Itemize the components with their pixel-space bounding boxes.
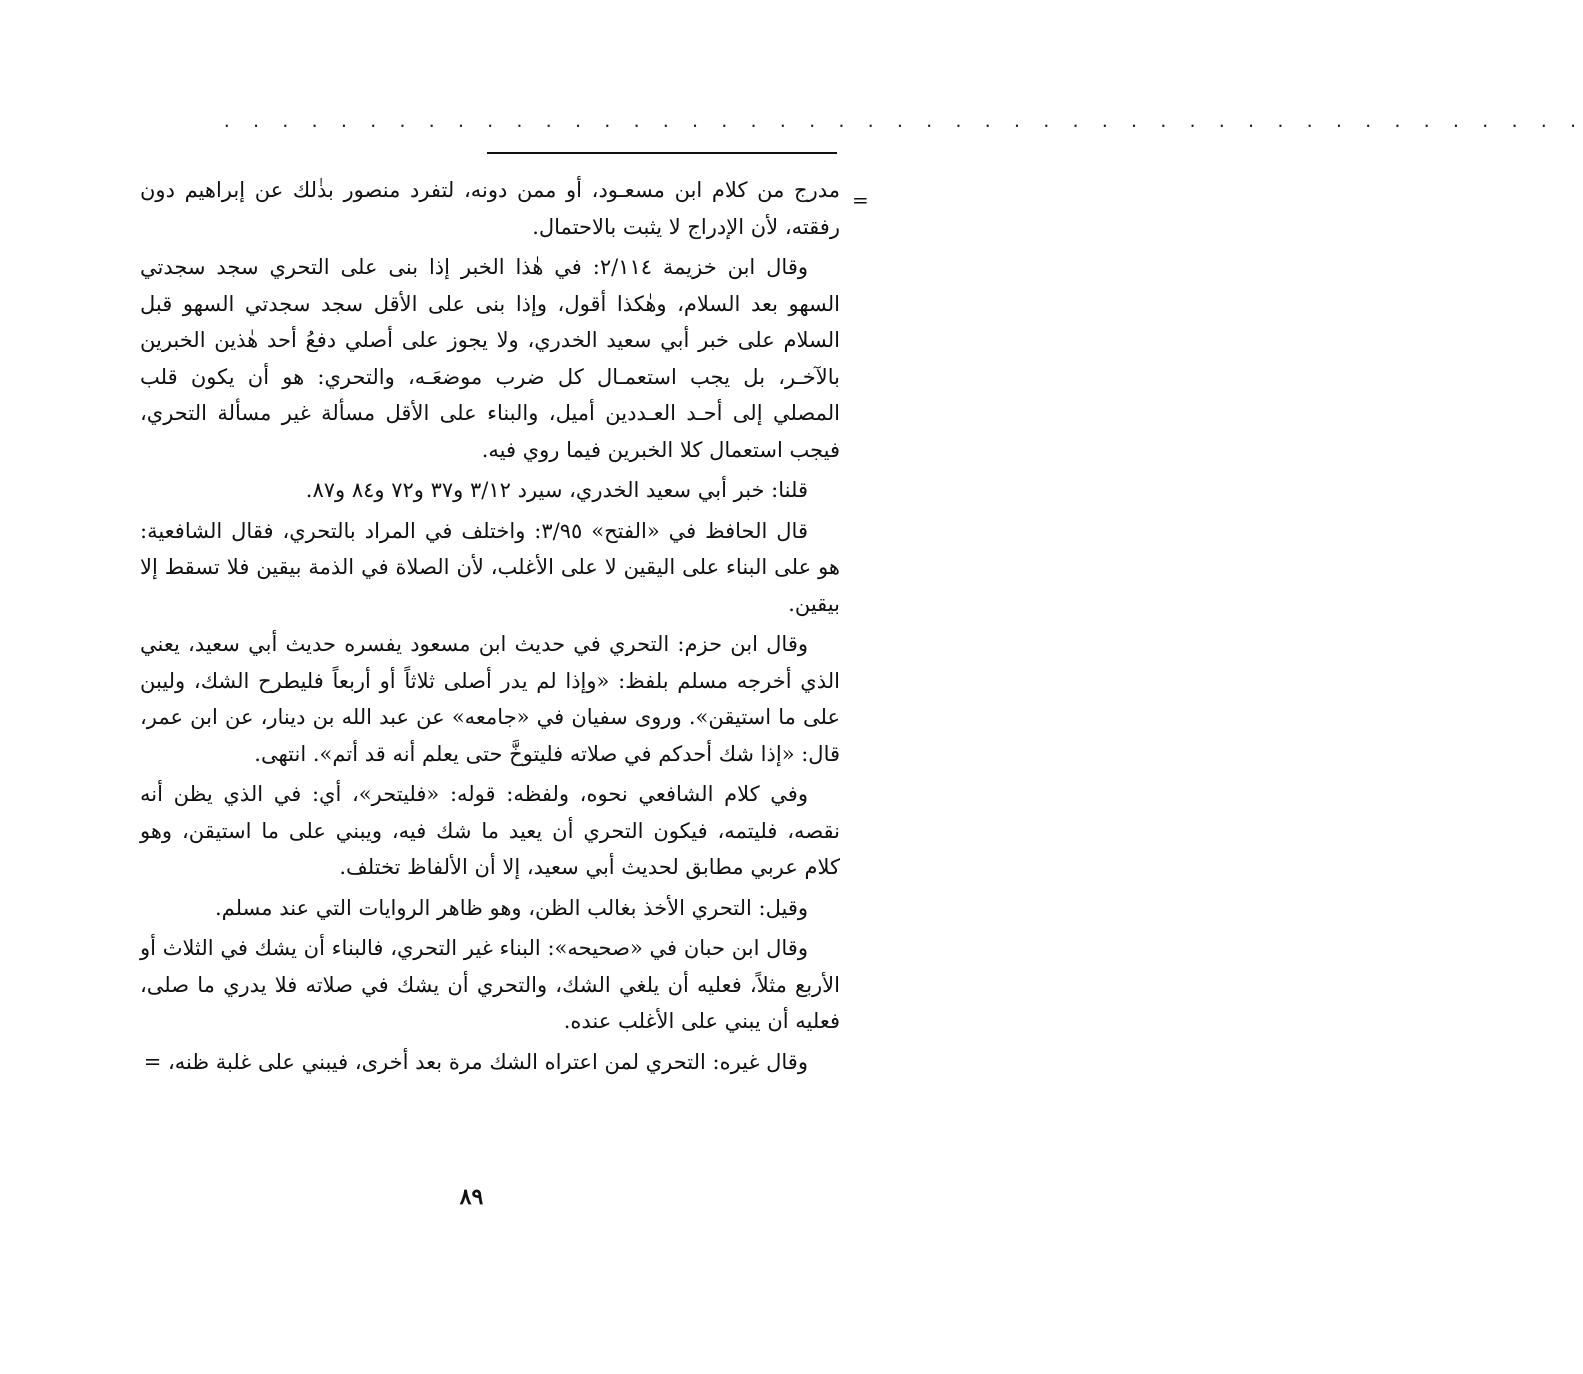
footnote-separator-line [487,152,837,154]
footnote-paragraph: وقال غيره: التحري لمن اعتراه الشك مرة بعد أخرى، فيبني على غلبة ظنه، = [143,1049,808,1074]
footnote-paragraph: وقال ابن حزم: التحري في حديث ابن مسعود يفسره حديث أبي سعيد، يعني الذي أخرجه مسلم بلفظ: «وإذا لم يدر أصلى ثلاثاً أو أربعاً فليطرح الشك، وليبن على ما استيقن». وروى سفيان في «جامعه» عن عبد الله بن دينار، عن ابن عمر، قال: «إذا شك أحدكم في صلاته فليتوخَّ حتى يعلم أنه قد أتم». انتهى. [140,632,840,766]
footnote-paragraph: وقال ابن خزيمة ٢/١١٤: في هٰذا الخبر إذا بنى على التحري سجد سجدتي السهو بعد السلام، وهٰكذا أقول، وإذا بنى على الأقل سجد سجدتي السهو قبل السلام على خبر أبي سعيد الخدري، ولا يجوز على أصلي دفعُ أحد هٰذين الخبرين بالآخـر، بل يجب استعمـال كل ضرب موضعَـه، والتحري: هو أن يكون قلب المصلي إلى أحـد العـددين أميل، والبناء على الأقل مسألة غير مسألة التحري، فيجب استعمال كلا الخبرين فيما روي فيه. [140,255,840,462]
page-number: ٨٩ [459,1184,484,1210]
footnote-paragraph: قال الحافظ في «الفتح» ٣/٩٥: واختلف في المراد بالتحري، فقال الشافعية: هو على البناء على اليقين لا على الأغلب، لأن الصلاة في الذمة بيقين فلا تسقط إلا بيقين. [140,518,840,616]
footnote-text [140,172,840,1084]
footnote-paragraph: قلنا: خبر أبي سعيد الخدري، سيرد ٣/١٢ و٣٧ و٧٢ و٨٤ و٨٧. [305,478,808,502]
footnote-paragraph: وفي كلام الشافعي نحوه، ولفظه: قوله: «فليتحر»، أي: في الذي يظن أنه نقصه، فليتمه، فيكون التحري أن يعيد ما شك فيه، ويبني على ما استيقن، وهو كلام عربي مطابق لحديث أبي سعيد، إلا أن الألفاظ تختلف. [140,782,840,879]
footnote-paragraph: مدرج من كلام ابن مسعـود، أو ممن دونه، لتفرد منصور بذٰلك عن إبراهيم دون رفقته، لأن الإدراج لا يثبت بالاحتمال. [140,178,840,239]
footnote-paragraph: وقيل: التحري الأخذ بغالب الظن، وهو ظاهر الروايات التي عند مسلم. [214,895,808,920]
dotted-separator: . . . . . . . . . . . . . . . . . . . . . . . . . . . . . . . . . . . . . . . . . . . . . . . [222,112,1583,131]
footnote-paragraph: وقال ابن حبان في «صحيحه»: البناء غير التحري، فالبناء أن يشك في الثلاث أو الأربع مثلاً، فعليه أن يلغي الشك، والتحري أن يشك في صلاته فلا يدري ما صلى، فعليه أن يبني على الأغلب عنده. [140,936,840,1033]
footnote-continuation-mark: = [852,188,869,212]
